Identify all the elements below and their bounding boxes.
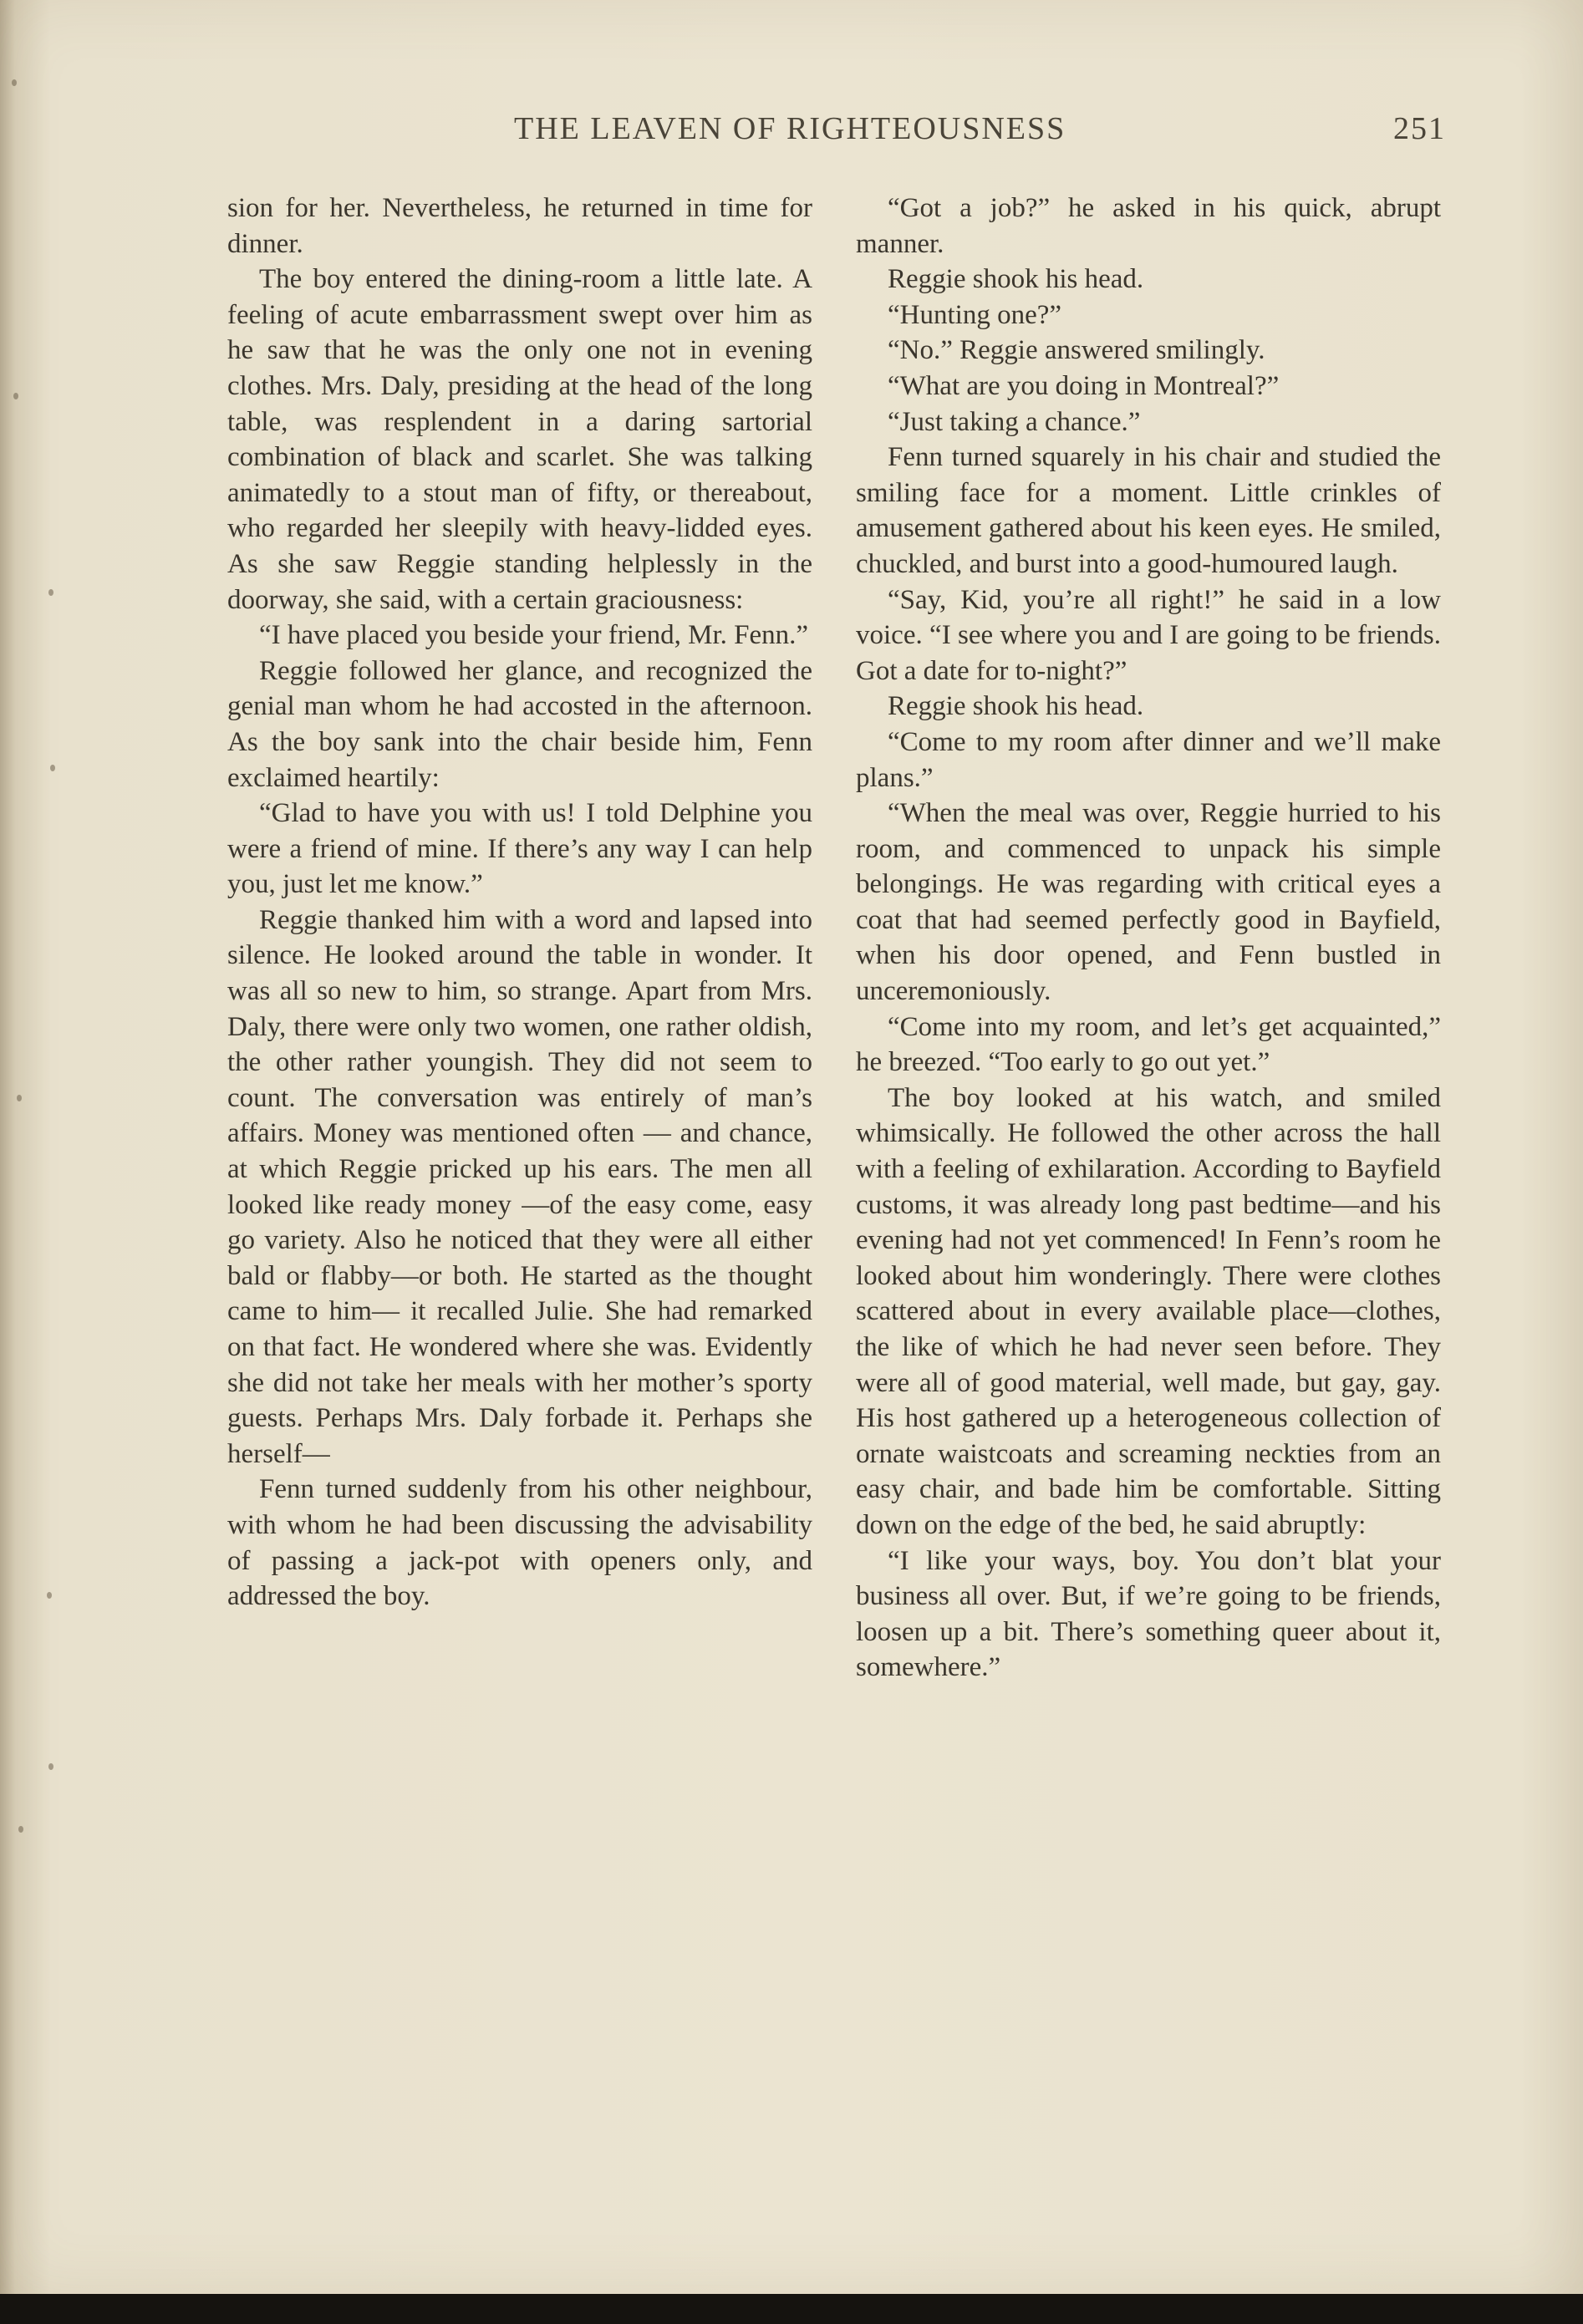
paragraph: Fenn turned suddenly from his other neighbour, with whom he had been discussing the advisability of passing a jack-pot with openers only, and addressed the boy.	[227, 1474, 812, 1612]
right-column	[856, 191, 1441, 1686]
running-head	[234, 110, 1446, 160]
page-number: 251	[1393, 111, 1446, 146]
paragraph: “I have placed you beside your friend, Mr. Fenn.”	[259, 620, 809, 651]
paragraph: “Come into my room, and let’s get acquainted,” he breezed. “Too early to go out yet.”	[856, 1011, 1441, 1078]
paper-speck	[12, 79, 17, 86]
paper-speck	[48, 1763, 53, 1770]
paragraph: sion for her. Nevertheless, he returned in time for dinner.	[227, 193, 812, 259]
left-column	[227, 191, 812, 1615]
paragraph: “No.” Reggie answered smilingly.	[888, 335, 1265, 366]
paper-speck	[18, 1826, 23, 1833]
paper-speck	[13, 393, 18, 399]
paragraph: “Say, Kid, you’re all right!” he said in a low voice. “I see where you and I are going to be friends. Got a date for to-night?”	[856, 584, 1441, 686]
paragraph: “Hunting one?”	[888, 299, 1062, 330]
paragraph: “Come to my room after dinner and we’ll make plans.”	[856, 726, 1441, 793]
paragraph: Reggie thanked him with a word and lapsed into silence. He looked around the table in wonder. It was all so new to him, so strange. Apart from Mrs. Daly, there were only two women, one rather oldish, the other rather youngish. They did not seem to count. The conversation was entirely of man’s affairs. Money was mentioned often — and chance, at which Reggie pricked up his ears. The men all looked like ready money —of the easy come, easy go variety. Also he noticed that they were all either bald or flabby—or both. He started as the thought came to him— it recalled Julie. She had remarked on that fact. He wondered where she was. Evidently she did not take her meals with her mother’s sporty guests. Perhaps Mrs. Daly forbade it. Perhaps she herself—	[227, 904, 812, 1469]
paragraph: “Glad to have you with us! I told Delphine you were a friend of mine. If there’s any way I can help you, just let me know.”	[227, 798, 812, 900]
paragraph: Reggie shook his head.	[888, 264, 1144, 295]
paper-speck	[47, 1592, 52, 1599]
running-title: THE LEAVEN OF RIGHTEOUSNESS	[514, 111, 1066, 146]
paragraph: The boy looked at his watch, and smiled whimsically. He followed the other across the hall with a feeling of exhilaration. According to Bayfield customs, it was already long past bedtime—and his evening had not yet commenced! In Fenn’s room he looked about him wonderingly. There were clothes scattered about in every available place—clothes, the like of which he had never seen before. They were all of good material, well made, but gay, gay. His host gathered up a heterogeneous collection of ornate waistcoats and screaming neckties from an easy chair, and bade him be comfortable. Sitting down on the edge of the bed, he said abruptly:	[856, 1082, 1441, 1540]
paper-speck	[17, 1095, 22, 1101]
paragraph: “When the meal was over, Reggie hurried to his room, and commenced to unpack his simple belongings. He was regarding with critical eyes a coat that had seemed perfectly good in Bayfield, when his door opened, and Fenn bustled in unceremoniously.	[856, 798, 1441, 1007]
paragraph: “I like your ways, boy. You don’t blat your business all over. But, if we’re going to be friends, loosen up a bit. There’s something queer about it, somewhere.”	[856, 1545, 1441, 1683]
paper-speck	[50, 765, 55, 771]
paper-speck	[48, 589, 53, 596]
paragraph: Reggie shook his head.	[888, 691, 1144, 722]
paragraph: “Got a job?” he asked in his quick, abrupt manner.	[856, 193, 1441, 259]
scan-bottom-edge	[0, 2294, 1583, 2324]
paragraph: Fenn turned squarely in his chair and studied the smiling face for a moment. Little crinkles of amusement gathered about his keen eyes. He smiled, chuckled, and burst into a good-humoured laugh.	[856, 442, 1441, 579]
paragraph: Reggie followed her glance, and recognized the genial man whom he had accosted in the afternoon. As the boy sank into the chair beside him, Fenn exclaimed heartily:	[227, 655, 812, 793]
paragraph: “What are you doing in Montreal?”	[888, 370, 1280, 401]
paragraph: “Just taking a chance.”	[888, 406, 1141, 437]
paragraph: The boy entered the dining-room a little late. A feeling of acute embarrassment swept over him as he saw that he was the only one not in evening clothes. Mrs. Daly, presiding at the head of the long table, was resplendent in a daring sartorial combination of black and scarlet. She was talking animatedly to a stout man of fifty, or thereabout, who regarded her sleepily with heavy-lidded eyes. As she saw Reggie standing helplessly in the doorway, she said, with a certain graciousness:	[227, 264, 812, 615]
